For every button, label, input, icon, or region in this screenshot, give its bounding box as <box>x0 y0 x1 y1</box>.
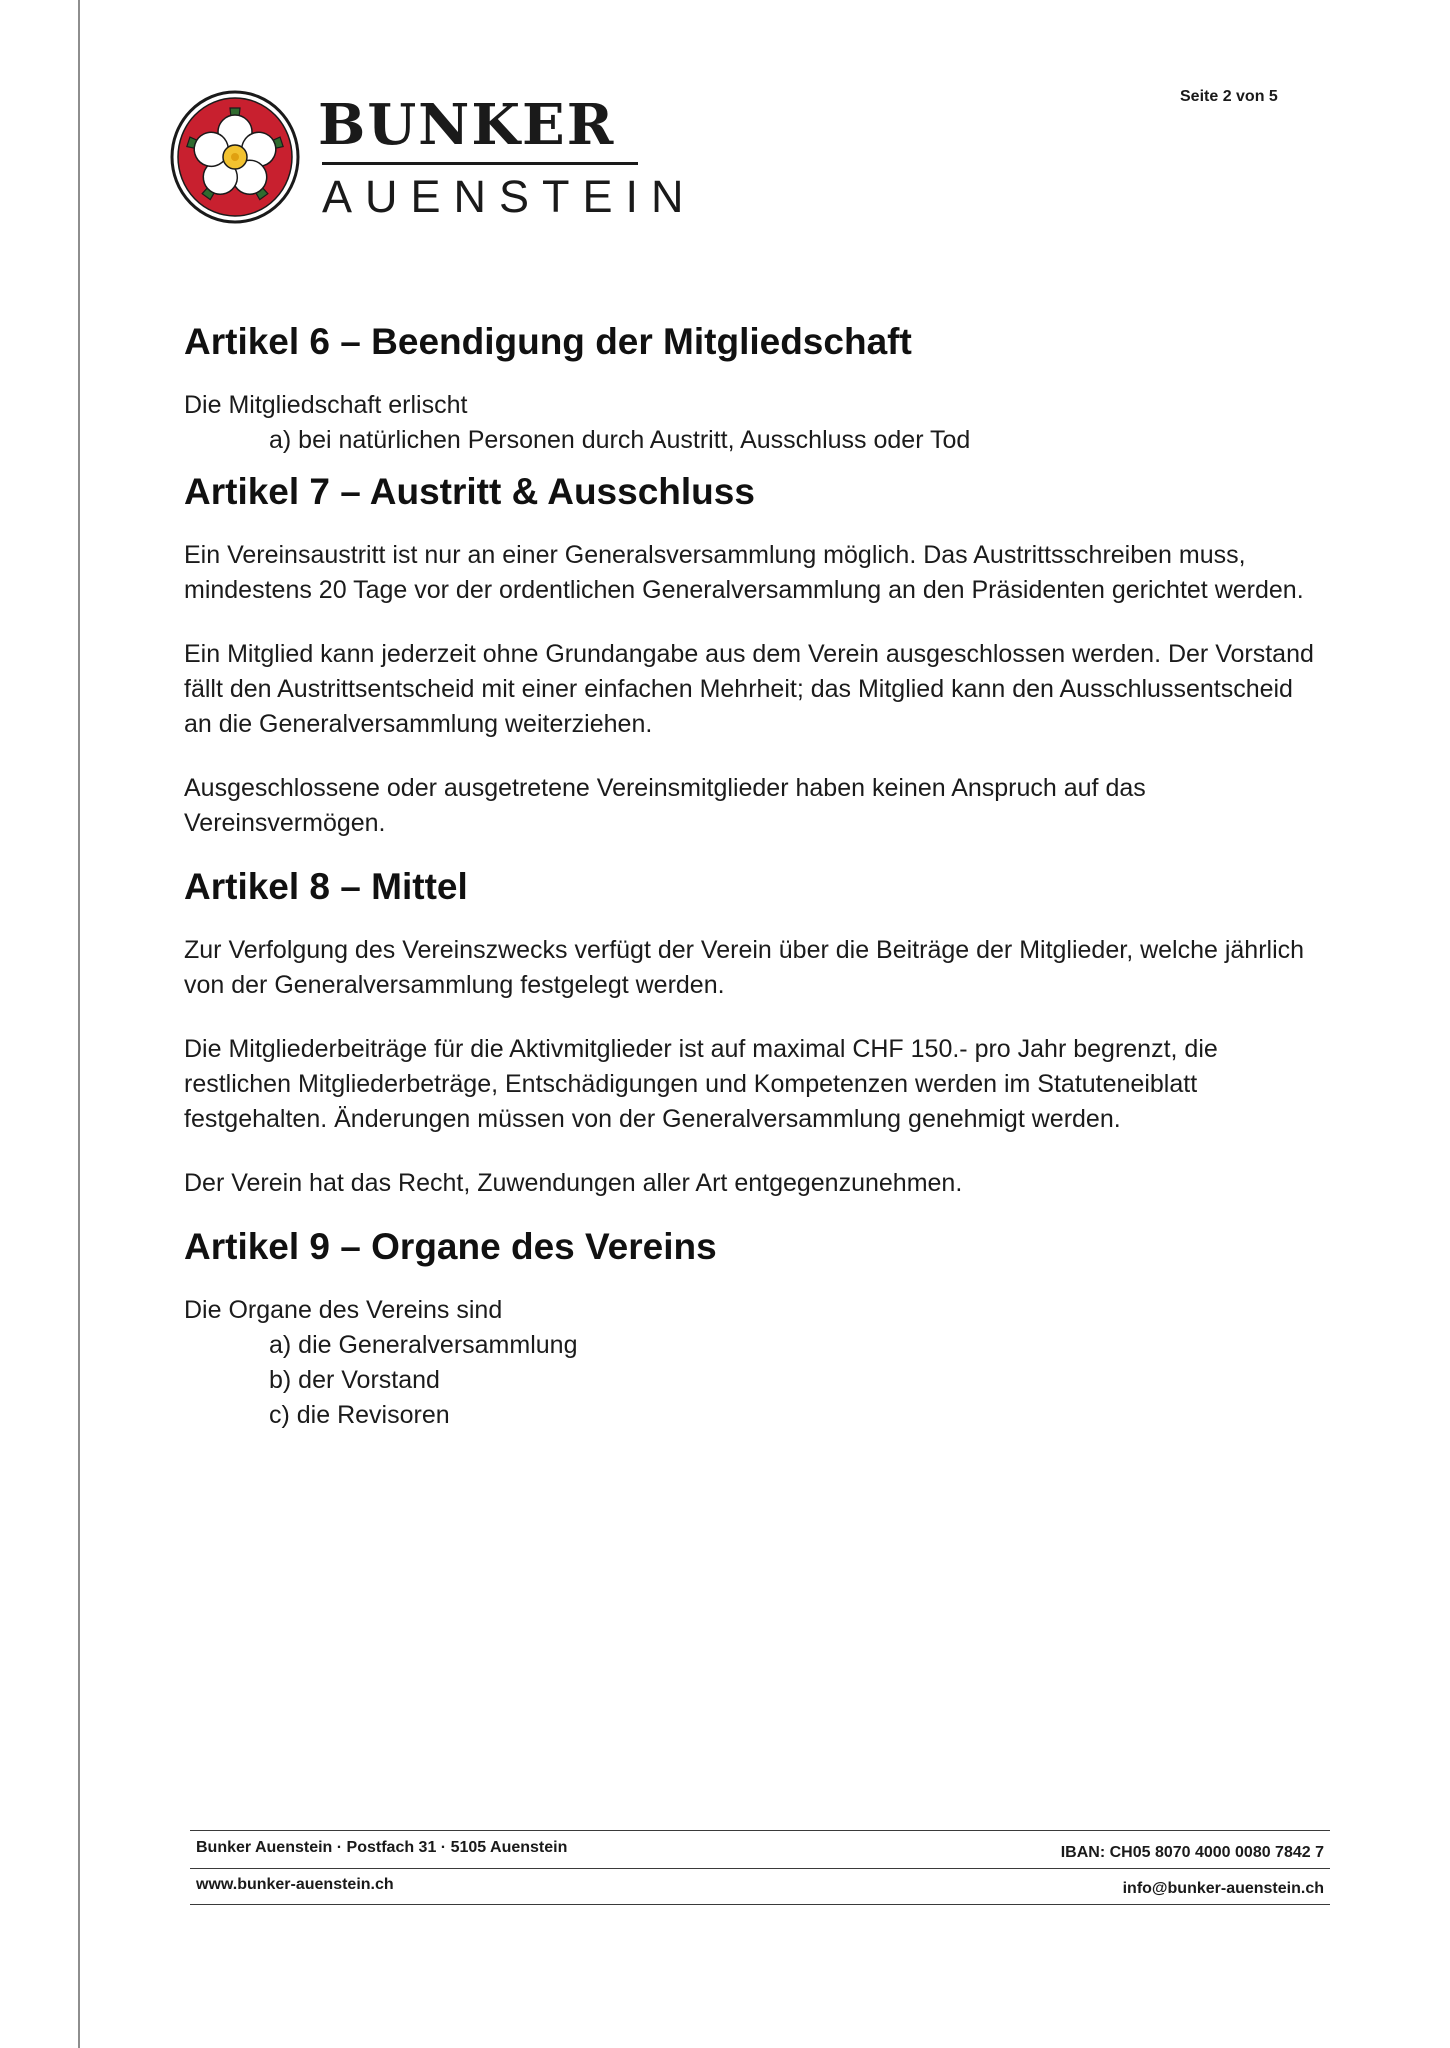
document-body <box>184 318 1324 1433</box>
artikel-6-intro: Die Mitgliedschaft erlischt <box>184 391 468 419</box>
page-number: Seite 2 von 5 <box>1180 88 1278 105</box>
artikel-9-item-c: c) die Revisoren <box>269 1401 450 1429</box>
brand-divider <box>322 162 638 165</box>
heading-artikel-6: Artikel 6 – Beendigung der Mitgliedschaft <box>184 321 912 362</box>
letterhead-footer <box>190 1830 1330 1905</box>
heading-artikel-7: Artikel 7 – Austritt & Ausschluss <box>184 471 755 512</box>
artikel-9-item-a: a) die Generalversammlung <box>269 1331 578 1359</box>
artikel-7-paragraph-2: Ein Mitglied kann jederzeit ohne Grundangabe aus dem Verein ausgeschlossen werden. Der Vorstand fällt den Austrittsentscheid mit einer einfachen Mehrheit; das Mitglied kann den Ausschlussentscheid an die Generalversammlung weiterziehen. <box>184 640 1314 738</box>
brand-logo <box>170 90 697 230</box>
artikel-9-item-b: b) der Vorstand <box>269 1366 440 1394</box>
artikel-9-intro: Die Organe des Vereins sind <box>184 1296 503 1324</box>
artikel-8-paragraph-3: Der Verein hat das Recht, Zuwendungen aller Art entgegenzunehmen. <box>184 1169 963 1197</box>
rose-seal-icon <box>170 90 300 224</box>
artikel-8-paragraph-2: Die Mitgliederbeiträge für die Aktivmitglieder ist auf maximal CHF 150.- pro Jahr begrenzt, die restlichen Mitgliederbeträge, Entschädigungen und Kompetenzen werden im Statuteneiblatt festgehalten. Änderungen müssen von der Generalversammlung genehmigt werden. <box>184 1035 1218 1133</box>
footer-rule-bottom <box>190 1904 1330 1905</box>
footer-email[interactable]: info@bunker-auenstein.ch <box>1122 1880 1324 1897</box>
artikel-8-paragraph-1: Zur Verfolgung des Vereinszwecks verfügt der Verein über die Beiträge der Mitglieder, welche jährlich von der Generalversammlung festgelegt werden. <box>184 936 1305 999</box>
artikel-7-paragraph-3: Ausgeschlossene oder ausgetretene Vereinsmitglieder haben keinen Anspruch auf das Vereinsvermögen. <box>184 774 1146 837</box>
brand-subtitle: AUENSTEIN <box>322 171 697 222</box>
footer-rule-top <box>190 1830 1330 1831</box>
heading-artikel-8: Artikel 8 – Mittel <box>184 866 468 907</box>
heading-artikel-9: Artikel 9 – Organe des Vereins <box>184 1226 717 1267</box>
brand-title: BUNKER <box>318 92 616 158</box>
footer-address: Bunker Auenstein · Postfach 31 · 5105 Auenstein <box>196 1839 568 1856</box>
artikel-6-item-a: a) bei natürlichen Personen durch Austritt, Ausschluss oder Tod <box>269 426 971 454</box>
footer-website[interactable]: www.bunker-auenstein.ch <box>196 1876 394 1893</box>
artikel-7-paragraph-1: Ein Vereinsaustritt ist nur an einer Generalsversammlung möglich. Das Austrittsschreiben muss, mindestens 20 Tage vor der ordentlichen Generalversammlung an den Präsidenten gerichtet werden. <box>184 541 1304 604</box>
footer-iban: IBAN: CH05 8070 4000 0080 7842 7 <box>1060 1844 1324 1861</box>
footer-rule-middle <box>190 1868 1330 1869</box>
